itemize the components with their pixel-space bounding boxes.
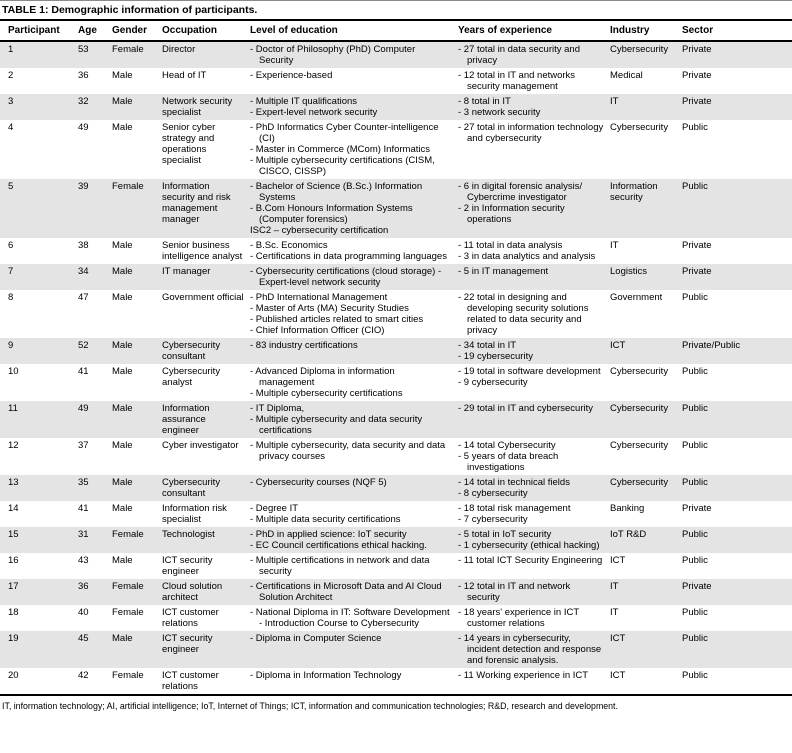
cell-sector: Private bbox=[682, 44, 712, 55]
cell-occupation: ICT security engineer bbox=[162, 555, 213, 577]
cell-experience bbox=[458, 605, 610, 631]
cell-experience bbox=[458, 364, 610, 401]
cell-sector: Public bbox=[682, 607, 708, 618]
cell-education bbox=[250, 41, 458, 68]
cell-age: 49 bbox=[78, 403, 89, 414]
cell-education bbox=[250, 631, 458, 668]
cell-sector: Public bbox=[682, 529, 708, 540]
column-header-age: Age bbox=[78, 21, 112, 41]
cell-participant: 8 bbox=[8, 292, 14, 303]
table-row bbox=[0, 501, 792, 527]
table-footnote: IT, information technology; AI, artificial intelligence; IoT, Internet of Things; ICT, information and communication technologies; R&D, research and development. bbox=[2, 701, 618, 711]
experience-item: - 12 total in IT and networks security management bbox=[458, 70, 576, 92]
cell-education bbox=[250, 501, 458, 527]
experience-item: - 27 total in data security and privacy bbox=[458, 44, 580, 66]
column-header-education: Level of education bbox=[250, 21, 458, 41]
cell-sector: Private bbox=[682, 70, 712, 81]
cell-experience bbox=[458, 553, 610, 579]
cell-sector: Public bbox=[682, 555, 708, 566]
cell-education bbox=[250, 553, 458, 579]
experience-item: - 2 in Information security operations bbox=[458, 203, 565, 225]
cell-industry: ICT bbox=[610, 670, 626, 681]
cell-experience bbox=[458, 631, 610, 668]
education-item: - Experience-based bbox=[250, 70, 333, 81]
cell-gender: Male bbox=[112, 96, 133, 107]
table-row bbox=[0, 290, 792, 338]
cell-sector: Public bbox=[682, 292, 708, 303]
cell-participant: 5 bbox=[8, 181, 14, 192]
cell-occupation: Director bbox=[162, 44, 196, 55]
cell-age: 36 bbox=[78, 581, 89, 592]
cell-experience bbox=[458, 401, 610, 438]
cell-participant: 4 bbox=[8, 122, 14, 133]
cell-age: 34 bbox=[78, 266, 89, 277]
cell-gender: Male bbox=[112, 440, 133, 451]
education-item: - Master in Commerce (MCom) Informatics bbox=[250, 144, 430, 155]
cell-education bbox=[250, 579, 458, 605]
cell-occupation: ICT customer relations bbox=[162, 670, 219, 692]
experience-item: - 11 total in data analysis bbox=[458, 240, 563, 251]
cell-experience bbox=[458, 238, 610, 264]
cell-education bbox=[250, 238, 458, 264]
experience-item: - 9 cybersecurity bbox=[458, 377, 528, 388]
cell-occupation: Information security and risk management manager bbox=[162, 181, 231, 225]
experience-item: - 14 total in technical fields bbox=[458, 477, 570, 488]
cell-occupation: Government official bbox=[162, 292, 244, 303]
table-row bbox=[0, 338, 792, 364]
cell-industry: Cybersecurity bbox=[610, 44, 669, 55]
table-row bbox=[0, 438, 792, 475]
education-item: - Chief Information Officer (CIO) bbox=[250, 325, 385, 336]
education-item: - Diploma in Computer Science bbox=[250, 633, 382, 644]
experience-item: - 12 total in IT and network security bbox=[458, 581, 571, 603]
cell-sector: Public bbox=[682, 633, 708, 644]
cell-age: 40 bbox=[78, 607, 89, 618]
experience-item: - 18 total risk management bbox=[458, 503, 571, 514]
demographics-table bbox=[0, 21, 792, 696]
cell-age: 31 bbox=[78, 529, 89, 540]
cell-occupation: Cybersecurity consultant bbox=[162, 340, 221, 362]
cell-industry: Cybersecurity bbox=[610, 477, 669, 488]
education-item: - B.Sc. Economics bbox=[250, 240, 328, 251]
column-header-participant: Participant bbox=[0, 21, 78, 41]
cell-industry: ICT bbox=[610, 633, 626, 644]
cell-participant: 19 bbox=[8, 633, 19, 644]
cell-occupation: Cloud solution architect bbox=[162, 581, 223, 603]
cell-occupation: IT manager bbox=[162, 266, 211, 277]
education-item: - B.Com Honours Information Systems (Computer forensics) bbox=[250, 203, 413, 225]
experience-item: - 11 Working experience in ICT bbox=[458, 670, 589, 681]
cell-age: 38 bbox=[78, 240, 89, 251]
cell-industry: IT bbox=[610, 607, 619, 618]
cell-participant: 12 bbox=[8, 440, 19, 451]
table-row bbox=[0, 401, 792, 438]
cell-industry: Logistics bbox=[610, 266, 647, 277]
table-row bbox=[0, 179, 792, 238]
cell-participant: 2 bbox=[8, 70, 14, 81]
cell-gender: Male bbox=[112, 70, 133, 81]
table-row bbox=[0, 68, 792, 94]
cell-industry: Cybersecurity bbox=[610, 403, 669, 414]
column-header-gender: Gender bbox=[112, 21, 162, 41]
cell-occupation: Senior cyber strategy and operations specialist bbox=[162, 122, 216, 166]
cell-occupation: Information assurance engineer bbox=[162, 403, 210, 436]
table-row bbox=[0, 41, 792, 68]
cell-participant: 10 bbox=[8, 366, 19, 377]
cell-age: 35 bbox=[78, 477, 89, 488]
table-row bbox=[0, 120, 792, 179]
cell-industry: IoT R&D bbox=[610, 529, 647, 540]
cell-participant: 14 bbox=[8, 503, 19, 514]
cell-sector: Public bbox=[682, 670, 708, 681]
education-item: - Multiple cybersecurity certifications bbox=[250, 388, 403, 399]
cell-participant: 6 bbox=[8, 240, 14, 251]
cell-occupation: ICT customer relations bbox=[162, 607, 219, 629]
cell-sector: Private bbox=[682, 96, 712, 107]
cell-industry: ICT bbox=[610, 555, 626, 566]
cell-education bbox=[250, 338, 458, 364]
cell-occupation: Cybersecurity analyst bbox=[162, 366, 221, 388]
cell-occupation: Cybersecurity consultant bbox=[162, 477, 221, 499]
cell-participant: 15 bbox=[8, 529, 19, 540]
cell-age: 53 bbox=[78, 44, 89, 55]
cell-education bbox=[250, 438, 458, 475]
experience-item: - 11 total ICT Security Engineering bbox=[458, 555, 603, 566]
cell-occupation: Technologist bbox=[162, 529, 215, 540]
experience-item: - 1 cybersecurity (ethical hacking) bbox=[458, 540, 600, 551]
education-item: - 83 industry certifications bbox=[250, 340, 358, 351]
education-item: - Published articles related to smart cities bbox=[250, 314, 424, 325]
table-body bbox=[0, 41, 792, 695]
education-item: - PhD International Management bbox=[250, 292, 388, 303]
table-header-row bbox=[0, 21, 792, 41]
cell-experience bbox=[458, 527, 610, 553]
cell-age: 39 bbox=[78, 181, 89, 192]
cell-gender: Male bbox=[112, 292, 133, 303]
cell-age: 41 bbox=[78, 366, 89, 377]
cell-gender: Male bbox=[112, 403, 133, 414]
table-row bbox=[0, 527, 792, 553]
experience-item: - 34 total in IT bbox=[458, 340, 517, 351]
cell-participant: 16 bbox=[8, 555, 19, 566]
table-row bbox=[0, 631, 792, 668]
education-item: - Diploma in Information Technology bbox=[250, 670, 402, 681]
cell-sector: Public bbox=[682, 181, 708, 192]
experience-item: - 29 total in IT and cybersecurity bbox=[458, 403, 593, 414]
cell-industry: Medical bbox=[610, 70, 643, 81]
cell-gender: Male bbox=[112, 633, 133, 644]
cell-occupation: Senior business intelligence analyst bbox=[162, 240, 243, 262]
cell-gender: Male bbox=[112, 340, 133, 351]
cell-gender: Female bbox=[112, 181, 144, 192]
cell-age: 41 bbox=[78, 503, 89, 514]
cell-sector: Private bbox=[682, 581, 712, 592]
experience-item: - 5 total in IoT security bbox=[458, 529, 552, 540]
table-row bbox=[0, 94, 792, 120]
experience-item: - 19 cybersecurity bbox=[458, 351, 533, 362]
cell-experience bbox=[458, 120, 610, 179]
cell-experience bbox=[458, 438, 610, 475]
cell-age: 36 bbox=[78, 70, 89, 81]
cell-sector: Public bbox=[682, 403, 708, 414]
column-header-industry: Industry bbox=[610, 21, 682, 41]
education-item: - Doctor of Philosophy (PhD) Computer Security bbox=[250, 44, 416, 66]
cell-experience bbox=[458, 94, 610, 120]
table-row bbox=[0, 364, 792, 401]
cell-sector: Private bbox=[682, 240, 712, 251]
cell-education bbox=[250, 364, 458, 401]
experience-item: - 5 in IT management bbox=[458, 266, 549, 277]
experience-item: - 18 years' experience in ICT customer relations bbox=[458, 607, 579, 629]
cell-participant: 7 bbox=[8, 266, 14, 277]
cell-participant: 20 bbox=[8, 670, 19, 681]
cell-industry: IT bbox=[610, 581, 619, 592]
cell-participant: 1 bbox=[8, 44, 14, 55]
table-row bbox=[0, 553, 792, 579]
education-item: - Cybersecurity courses (NQF 5) bbox=[250, 477, 387, 488]
cell-industry: IT bbox=[610, 96, 619, 107]
experience-item: - 6 in digital forensic analysis/ Cybercrime investigator bbox=[458, 181, 583, 203]
education-item: - Multiple certifications in network and data security bbox=[250, 555, 430, 577]
education-item: - Expert-level network security bbox=[250, 107, 378, 118]
experience-item: - 3 in data analytics and analysis bbox=[458, 251, 596, 262]
table-row bbox=[0, 668, 792, 695]
cell-experience bbox=[458, 41, 610, 68]
cell-industry: Cybersecurity bbox=[610, 366, 669, 377]
column-header-sector: Sector bbox=[682, 21, 792, 41]
cell-participant: 18 bbox=[8, 607, 19, 618]
cell-experience bbox=[458, 668, 610, 695]
education-item: - Cybersecurity certifications (cloud storage) - Expert-level network security bbox=[250, 266, 442, 288]
education-item: - Multiple cybersecurity, data security and data privacy courses bbox=[250, 440, 446, 462]
table-row bbox=[0, 475, 792, 501]
cell-gender: Female bbox=[112, 529, 144, 540]
cell-participant: 17 bbox=[8, 581, 19, 592]
education-item: - Multiple IT qualifications bbox=[250, 96, 358, 107]
cell-gender: Male bbox=[112, 266, 133, 277]
education-item: - Master of Arts (MA) Security Studies bbox=[250, 303, 409, 314]
education-item: - Certifications in Microsoft Data and AI Cloud Solution Architect bbox=[250, 581, 442, 603]
cell-age: 52 bbox=[78, 340, 89, 351]
cell-experience bbox=[458, 475, 610, 501]
experience-item: - 8 cybersecurity bbox=[458, 488, 528, 499]
experience-item: - 19 total in software development bbox=[458, 366, 601, 377]
cell-experience bbox=[458, 338, 610, 364]
cell-gender: Female bbox=[112, 44, 144, 55]
experience-item: - 3 network security bbox=[458, 107, 541, 118]
column-header-occupation: Occupation bbox=[162, 21, 250, 41]
cell-sector: Private bbox=[682, 503, 712, 514]
experience-item: - 14 years in cybersecurity, incident detection and response and forensic analysis. bbox=[458, 633, 602, 666]
cell-sector: Public bbox=[682, 366, 708, 377]
cell-industry: ICT bbox=[610, 340, 626, 351]
table-row bbox=[0, 238, 792, 264]
education-item: - Advanced Diploma in information management bbox=[250, 366, 395, 388]
column-header-experience: Years of experience bbox=[458, 21, 610, 41]
cell-gender: Female bbox=[112, 581, 144, 592]
cell-gender: Male bbox=[112, 477, 133, 488]
cell-gender: Male bbox=[112, 503, 133, 514]
cell-occupation: Information risk specialist bbox=[162, 503, 227, 525]
experience-item: - 7 cybersecurity bbox=[458, 514, 528, 525]
experience-item: - 22 total in designing and developing security solutions related to data security and privacy bbox=[458, 292, 589, 336]
cell-participant: 9 bbox=[8, 340, 14, 351]
cell-experience bbox=[458, 264, 610, 290]
cell-industry: Government bbox=[610, 292, 663, 303]
cell-participant: 13 bbox=[8, 477, 19, 488]
cell-age: 32 bbox=[78, 96, 89, 107]
table-row bbox=[0, 605, 792, 631]
experience-item: - 14 total Cybersecurity bbox=[458, 440, 556, 451]
cell-occupation: Cyber investigator bbox=[162, 440, 239, 451]
cell-gender: Female bbox=[112, 670, 144, 681]
cell-industry: Information security bbox=[610, 181, 658, 203]
cell-industry: IT bbox=[610, 240, 619, 251]
education-item: - Multiple data security certifications bbox=[250, 514, 401, 525]
cell-education bbox=[250, 401, 458, 438]
education-item: - PhD in applied science: IoT security bbox=[250, 529, 407, 540]
cell-age: 42 bbox=[78, 670, 89, 681]
cell-sector: Public bbox=[682, 440, 708, 451]
education-item: - Degree IT bbox=[250, 503, 299, 514]
cell-education bbox=[250, 290, 458, 338]
experience-item: - 8 total in IT bbox=[458, 96, 511, 107]
cell-experience bbox=[458, 579, 610, 605]
cell-sector: Public bbox=[682, 122, 708, 133]
education-item: ISC2 – cybersecurity certification bbox=[250, 225, 389, 236]
cell-experience bbox=[458, 501, 610, 527]
cell-education bbox=[250, 527, 458, 553]
table-row bbox=[0, 579, 792, 605]
cell-occupation: ICT security engineer bbox=[162, 633, 213, 655]
cell-education bbox=[250, 668, 458, 695]
cell-experience bbox=[458, 179, 610, 238]
cell-education bbox=[250, 179, 458, 238]
cell-education bbox=[250, 475, 458, 501]
education-item: - National Diploma in IT: Software Development - Introduction Course to Cybersecurity bbox=[250, 607, 450, 629]
education-item: - Multiple cybersecurity certifications (CISM, CISCO, CISSP) bbox=[250, 155, 435, 177]
cell-gender: Male bbox=[112, 240, 133, 251]
cell-education bbox=[250, 264, 458, 290]
cell-education bbox=[250, 94, 458, 120]
cell-industry: Banking bbox=[610, 503, 645, 514]
cell-gender: Male bbox=[112, 555, 133, 566]
cell-age: 47 bbox=[78, 292, 89, 303]
education-item: - Bachelor of Science (B.Sc.) Information Systems bbox=[250, 181, 423, 203]
cell-sector: Public bbox=[682, 477, 708, 488]
education-item: - Multiple cybersecurity and data security certifications bbox=[250, 414, 423, 436]
education-item: - PhD Informatics Cyber Counter-intelligence (CI) bbox=[250, 122, 439, 144]
cell-age: 37 bbox=[78, 440, 89, 451]
experience-item: - 27 total in information technology and cybersecurity bbox=[458, 122, 604, 144]
cell-sector: Private bbox=[682, 266, 712, 277]
cell-age: 49 bbox=[78, 122, 89, 133]
table-row bbox=[0, 264, 792, 290]
cell-age: 45 bbox=[78, 633, 89, 644]
experience-item: - 5 years of data breach investigations bbox=[458, 451, 559, 473]
cell-gender: Male bbox=[112, 122, 133, 133]
cell-industry: Cybersecurity bbox=[610, 122, 669, 133]
cell-occupation: Head of IT bbox=[162, 70, 207, 81]
cell-education bbox=[250, 120, 458, 179]
education-item: - IT Diploma, bbox=[250, 403, 305, 414]
cell-education bbox=[250, 68, 458, 94]
education-item: - EC Council certifications ethical hacking. bbox=[250, 540, 427, 551]
education-item: - Certifications in data programming languages bbox=[250, 251, 447, 262]
cell-age: 43 bbox=[78, 555, 89, 566]
table-title: TABLE 1: Demographic information of participants. bbox=[0, 0, 792, 21]
cell-experience bbox=[458, 290, 610, 338]
cell-participant: 3 bbox=[8, 96, 14, 107]
cell-experience bbox=[458, 68, 610, 94]
cell-gender: Female bbox=[112, 607, 144, 618]
cell-gender: Male bbox=[112, 366, 133, 377]
cell-industry: Cybersecurity bbox=[610, 440, 669, 451]
cell-occupation: Network security specialist bbox=[162, 96, 233, 118]
cell-participant: 11 bbox=[8, 403, 18, 414]
cell-education bbox=[250, 605, 458, 631]
cell-sector: Private/Public bbox=[682, 340, 741, 351]
